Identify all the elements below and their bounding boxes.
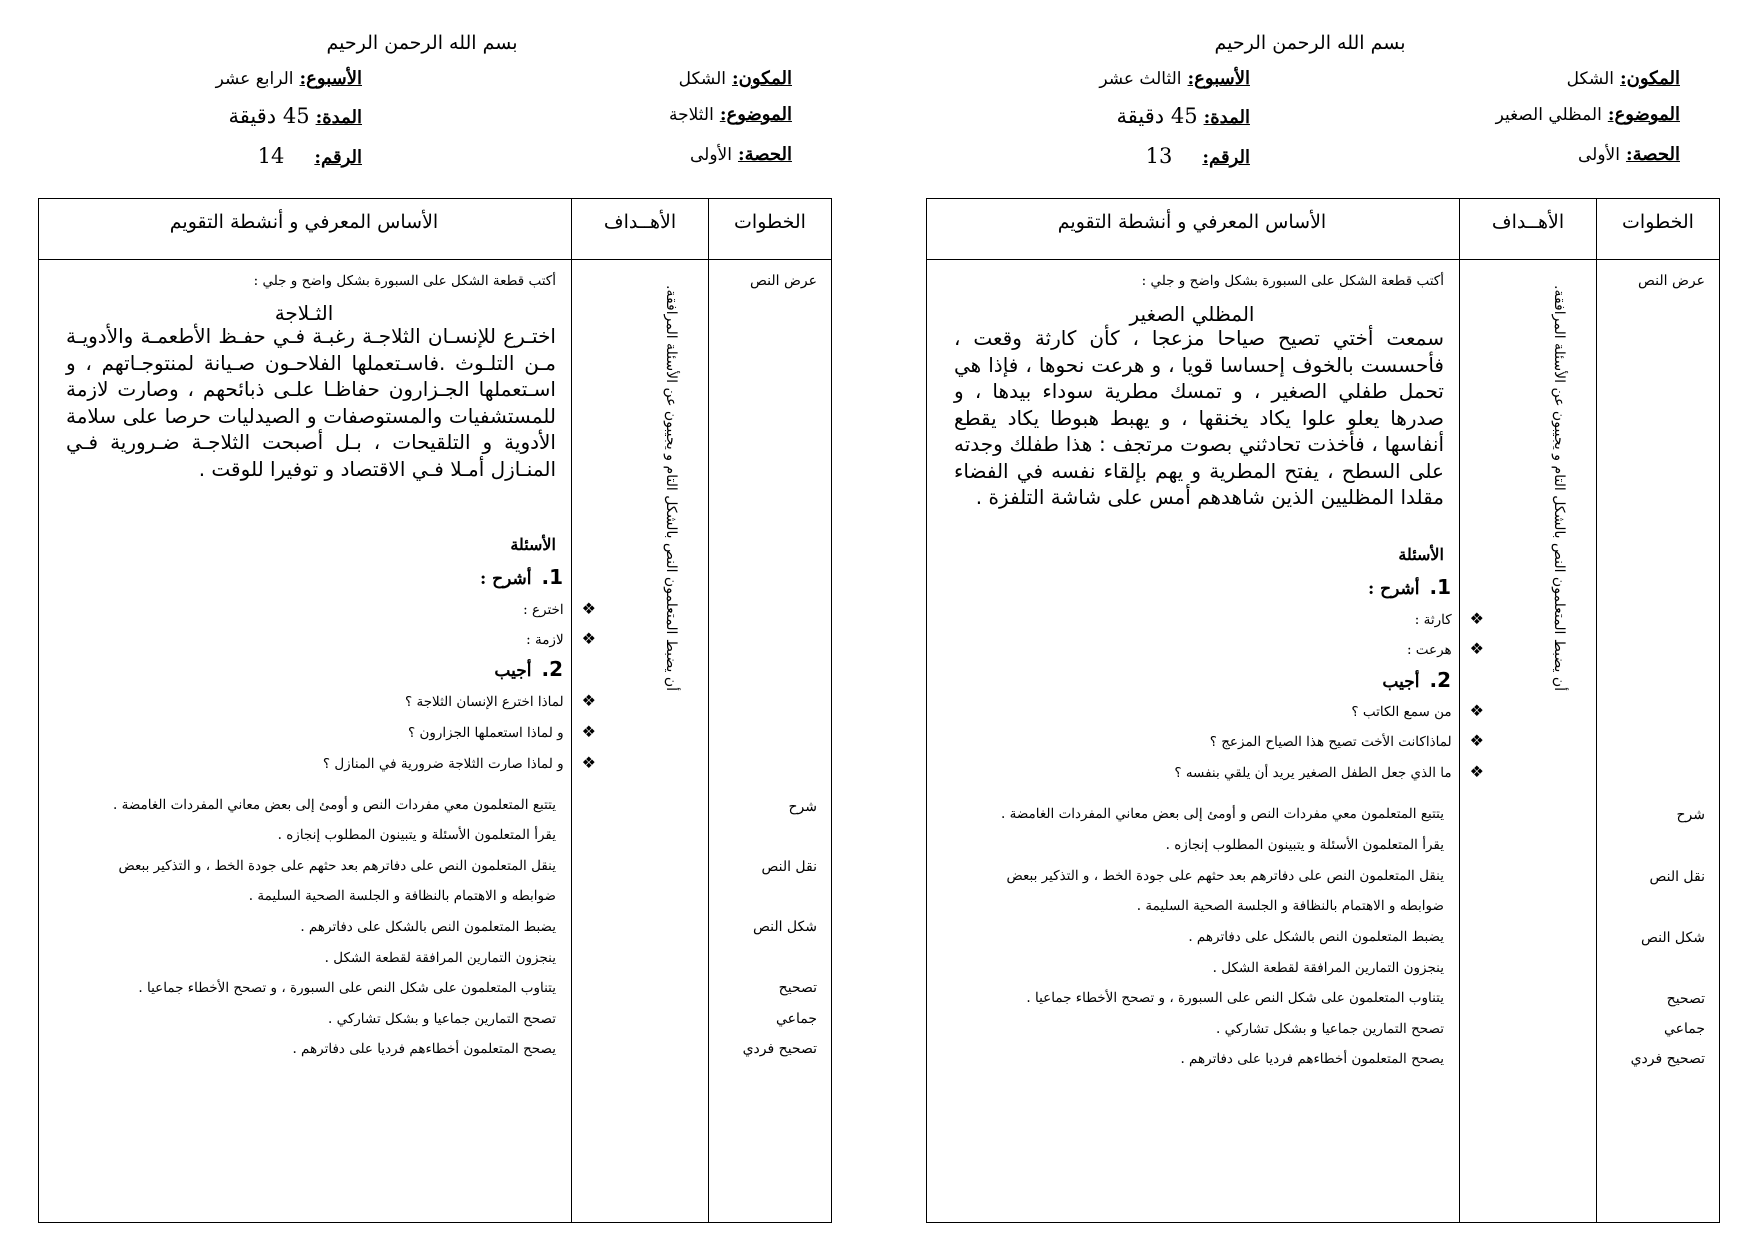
lesson-sheet-13 bbox=[900, 0, 1720, 1240]
topic-value: المظلي الصغير bbox=[1495, 105, 1602, 125]
question-2: 2.أجيب bbox=[494, 657, 563, 681]
activity-line: يقرأ المتعلمون الأسئلة و يتبينون المطلوب إنجازه . bbox=[277, 827, 556, 843]
question-2-item: ❖من سمع الكاتب ؟ bbox=[1351, 701, 1484, 720]
activity-line: يقرأ المتعلمون الأسئلة و يتبينون المطلوب إنجازه . bbox=[1165, 837, 1444, 853]
steps-header: الخطوات bbox=[734, 211, 806, 233]
activity-line: تصحح التمارين جماعيا و بشكل تشاركي . bbox=[1216, 1021, 1444, 1037]
component-value: الشكل bbox=[678, 69, 726, 89]
step-correct: تصحيح bbox=[778, 980, 817, 996]
column-divider bbox=[708, 199, 709, 1222]
content-header: الأساس المعرفي و أنشطة التقويم bbox=[169, 211, 439, 233]
number-label: الرقم: bbox=[1202, 147, 1250, 168]
number-field bbox=[1146, 144, 1250, 168]
step-present: عرض النص bbox=[750, 273, 817, 289]
step-vowel: شكل النص bbox=[752, 919, 817, 935]
column-divider bbox=[571, 199, 572, 1222]
passage-title: الثـلاجة bbox=[274, 301, 334, 325]
lesson-table bbox=[926, 198, 1720, 1223]
question-1-item: ❖لازمة : bbox=[526, 629, 596, 648]
duration-value: 45 دقيقة bbox=[1116, 104, 1198, 128]
duration-label: المدة: bbox=[1203, 107, 1250, 128]
activity-line: ينقل المتعلمون النص على دفاترهم بعد حثهم على جودة الخط ، و التذكير ببعض bbox=[118, 858, 556, 874]
passage-text: سمعت أختي تصيح صياحا مزعجا ، كأن كارثة وقعت ، فأحسست بالخوف إحساسا قويا ، و هرعت نحوها ، فإذا هي تحمل طفلي الصغير ، و تمسك مطرية سوداء بيدها ، و صدرها يعلو علوا يكاد يخنقها ، و يهبط هبوطا يكاد يقطع أنفاسها ، فأخذت تحادثني بصوت مرتجف : هذا طفلك وجدته على السطح ، يفتح المطرية و يهم بإلقاء نفسه في الفضاء مقلدا المظليين الذين شاهدهم أمس على شاشة التلفزة . bbox=[954, 326, 1444, 509]
activity-line: يتناوب المتعلمون على شكل النص على السبورة ، و تصحح الأخطاء جماعيا . bbox=[1026, 990, 1444, 1006]
step-copy: نقل النص bbox=[1649, 869, 1705, 885]
topic-label: الموضوع: bbox=[719, 104, 792, 125]
session-label: الحصة: bbox=[1625, 144, 1680, 165]
session-field bbox=[1578, 144, 1680, 165]
week-value: الرابع عشر bbox=[215, 69, 294, 89]
duration-label: المدة: bbox=[315, 107, 362, 128]
session-value: الأولى bbox=[690, 145, 732, 165]
step-correct: تصحيح bbox=[1666, 991, 1705, 1007]
activity-line: ينجزون التمارين المرافقة لقطعة الشكل . bbox=[324, 950, 556, 966]
number-value: 13 bbox=[1145, 144, 1173, 168]
step-individual: تصحيح فردي bbox=[1630, 1051, 1705, 1067]
question-2-item: ❖ما الذي جعل الطفل الصغير يريد أن يلقي بنفسه ؟ bbox=[1174, 762, 1484, 781]
component-label: المكون: bbox=[1620, 68, 1680, 89]
header-divider bbox=[927, 259, 1719, 260]
activity-line: ينقل المتعلمون النص على دفاترهم بعد حثهم على جودة الخط ، و التذكير ببعض bbox=[1006, 868, 1444, 884]
week-field bbox=[216, 68, 362, 89]
instruction-text: أكتب قطعة الشكل على السبورة بشكل واضح و جلي : bbox=[253, 273, 556, 289]
basmala: بسم الله الرحمن الرحيم bbox=[326, 32, 518, 54]
question-1: 1.أشرح : bbox=[1367, 575, 1451, 599]
basmala: بسم الله الرحمن الرحيم bbox=[1214, 32, 1406, 54]
topic-label: الموضوع: bbox=[1607, 104, 1680, 125]
lesson-sheet-14 bbox=[12, 0, 832, 1240]
steps-header: الخطوات bbox=[1622, 211, 1694, 233]
column-divider bbox=[1596, 199, 1597, 1222]
questions-title: الأسئلة bbox=[510, 535, 556, 554]
lesson-table bbox=[38, 198, 832, 1223]
session-value: الأولى bbox=[1578, 145, 1620, 165]
activity-line: ضوابطه و الاهتمام بالنظافة و الجلسة الصحية السليمة . bbox=[1136, 898, 1444, 914]
step-present: عرض النص bbox=[1638, 273, 1705, 289]
question-1-item: ❖كارثة : bbox=[1414, 609, 1484, 628]
instruction-text: أكتب قطعة الشكل على السبورة بشكل واضح و جلي : bbox=[1141, 273, 1444, 289]
week-label: الأسبوع: bbox=[299, 68, 362, 89]
step-collective: جماعي bbox=[775, 1011, 817, 1027]
duration-value: 45 دقيقة bbox=[228, 104, 310, 128]
questions-title: الأسئلة bbox=[1398, 545, 1444, 564]
step-collective: جماعي bbox=[1663, 1021, 1705, 1037]
topic-field bbox=[1496, 104, 1680, 125]
step-explain: شرح bbox=[1676, 807, 1705, 823]
number-value: 14 bbox=[257, 144, 285, 168]
question-1: 1.أشرح : bbox=[479, 565, 563, 589]
question-2: 2.أجيب bbox=[1382, 668, 1451, 692]
activity-line: يتتبع المتعلمون معي مفردات النص و أومئ إلى بعض معاني المفردات الغامضة . bbox=[113, 797, 556, 813]
objective-text: أن يضبط المتعلمون النص بالشكل التام و يجيبون عن الأسئلة المرافقة. bbox=[663, 284, 679, 691]
activity-line: يضبط المتعلمون النص بالشكل على دفاترهم . bbox=[1188, 929, 1444, 945]
number-field bbox=[258, 144, 362, 168]
question-1-item: ❖هرعت : bbox=[1406, 639, 1484, 658]
step-copy: نقل النص bbox=[761, 859, 817, 875]
component-label: المكون: bbox=[732, 68, 792, 89]
step-explain: شرح bbox=[788, 799, 817, 815]
question-1-item: ❖اخترع : bbox=[523, 599, 596, 618]
duration-field bbox=[229, 104, 362, 128]
activity-line: تصحح التمارين جماعيا و بشكل تشاركي . bbox=[328, 1011, 556, 1027]
passage-title: المظلي الصغير bbox=[1129, 302, 1255, 326]
activity-line: يصحح المتعلمون أخطاءهم فرديا على دفاترهم . bbox=[292, 1041, 556, 1057]
passage-text: اختـرع للإنسـان الثلاجـة رغبـة فـي حفـظ الأطعمـة والأدويـة مـن التلـوث .فاسـتعملها الفلاحـون صـيانة لمنتوجـاتهم ، و اسـتعملها الجـزارون حفاظـا علـى ذبائحهم ، وصارت لازمة للمستشفيات والمستوصفات و الصيدليات حرصا على سلامة الأدوية و التلقيحات ، بـل أصبحت الثلاجـة ضـرورية فـي المنـازل أمـلا فـي الاقتصاد و توفيرا للوقت . bbox=[66, 324, 556, 481]
duration-field bbox=[1117, 104, 1250, 128]
week-value: الثالث عشر bbox=[1099, 69, 1182, 89]
component-field bbox=[1567, 68, 1680, 89]
week-field bbox=[1099, 68, 1250, 89]
topic-value: الثلاجة bbox=[669, 105, 714, 125]
question-2-item: ❖لماذاكانت الأخت تصيح هذا الصياح المزعج ؟ bbox=[1209, 731, 1484, 750]
activity-line: يضبط المتعلمون النص بالشكل على دفاترهم . bbox=[300, 919, 556, 935]
session-field bbox=[690, 144, 792, 165]
component-field bbox=[679, 68, 792, 89]
activity-line: يصحح المتعلمون أخطاءهم فرديا على دفاترهم . bbox=[1180, 1051, 1444, 1067]
number-label: الرقم: bbox=[314, 147, 362, 168]
topic-field bbox=[669, 104, 792, 125]
question-2-item: ❖و لماذا استعملها الجزارون ؟ bbox=[408, 722, 596, 741]
objectives-header: الأهــداف bbox=[1491, 211, 1565, 233]
step-vowel: شكل النص bbox=[1640, 930, 1705, 946]
activity-line: ضوابطه و الاهتمام بالنظافة و الجلسة الصحية السليمة . bbox=[248, 888, 556, 904]
activity-line: ينجزون التمارين المرافقة لقطعة الشكل . bbox=[1212, 960, 1444, 976]
question-2-item: ❖و لماذا صارت الثلاجة ضرورية في المنازل ؟ bbox=[322, 753, 596, 772]
activity-line: يتتبع المتعلمون معي مفردات النص و أومئ إلى بعض معاني المفردات الغامضة . bbox=[1001, 806, 1444, 822]
objective-text: أن يضبط المتعلمون النص بالشكل التام و يجيبون عن الأسئلة المرافقة. bbox=[1551, 284, 1567, 691]
step-individual: تصحيح فردي bbox=[742, 1041, 817, 1057]
content-header: الأساس المعرفي و أنشطة التقويم bbox=[1057, 211, 1327, 233]
activity-line: يتناوب المتعلمون على شكل النص على السبورة ، و تصحح الأخطاء جماعيا . bbox=[138, 980, 556, 996]
header-divider bbox=[39, 259, 831, 260]
component-value: الشكل bbox=[1566, 69, 1614, 89]
objectives-header: الأهــداف bbox=[603, 211, 677, 233]
week-label: الأسبوع: bbox=[1187, 68, 1250, 89]
question-2-item: ❖لماذا اخترع الإنسان الثلاجة ؟ bbox=[405, 691, 596, 710]
session-label: الحصة: bbox=[737, 144, 792, 165]
